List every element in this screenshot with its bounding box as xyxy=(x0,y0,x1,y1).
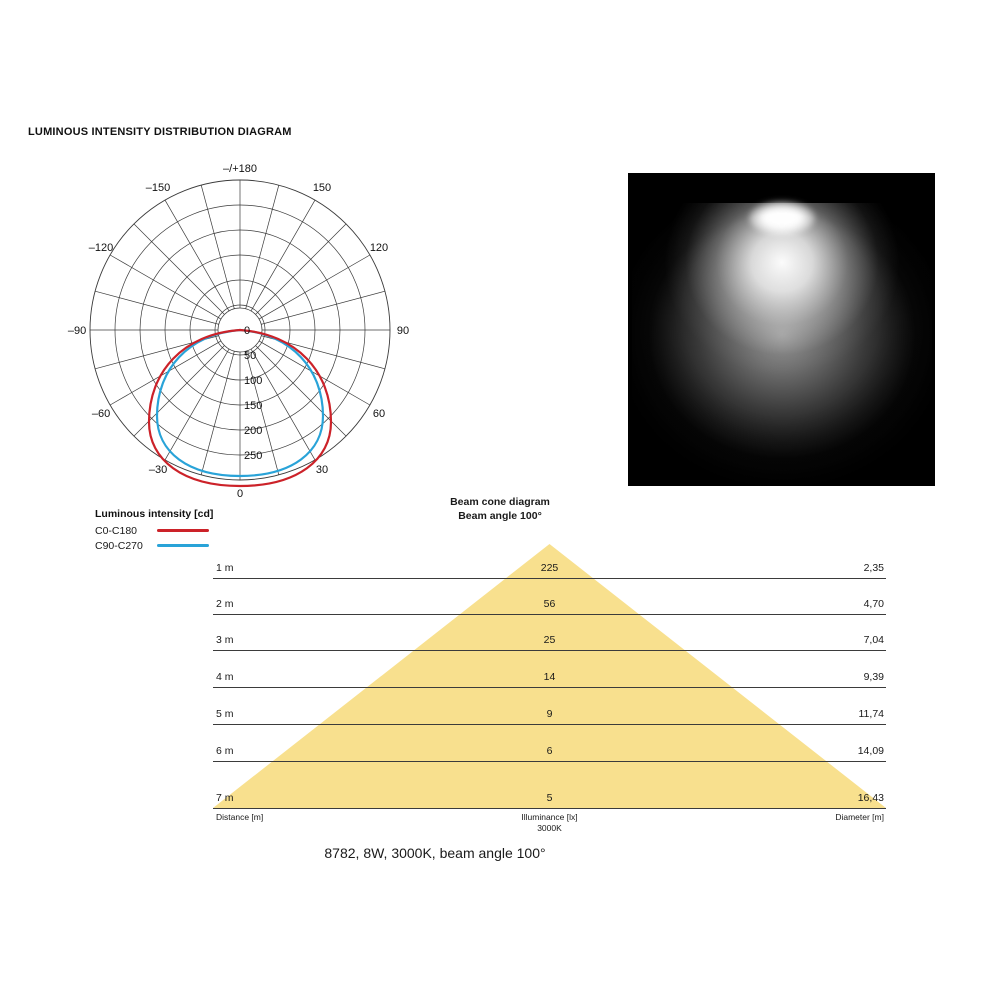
row-diameter: 16,43 xyxy=(857,792,884,804)
beam-vignette xyxy=(628,173,935,486)
radial-label-200: 200 xyxy=(244,425,263,437)
angle-label-minus90: –90 xyxy=(67,325,87,337)
row-illuminance: 225 xyxy=(540,562,559,574)
angle-label-90: 90 xyxy=(396,325,410,337)
figure-caption-text: 8782, 8W, 3000K, beam angle 100° xyxy=(324,845,546,861)
luminous-intensity-polar-chart xyxy=(60,155,440,500)
beam-photo xyxy=(628,173,935,486)
row-diameter: 2,35 xyxy=(863,562,884,574)
figure-caption xyxy=(0,845,1000,861)
row-distance: 2 m xyxy=(216,598,234,610)
angle-label-30: 30 xyxy=(315,464,329,476)
row-rule xyxy=(213,761,886,762)
legend-item-label: C0-C180 xyxy=(95,524,138,537)
angle-label-150: 150 xyxy=(312,182,332,194)
radial-label-0: 0 xyxy=(244,325,251,337)
beam-cone-column-headers xyxy=(213,812,886,838)
row-diameter: 14,09 xyxy=(857,745,884,757)
beam-cone-title-line1: Beam cone diagram xyxy=(450,496,550,508)
angle-label-minus60: –60 xyxy=(91,408,111,420)
legend-item-label: C90-C270 xyxy=(95,539,143,552)
beam-cone-title-line2: Beam angle 100° xyxy=(458,510,542,522)
radial-label-50: 50 xyxy=(244,350,257,362)
column-header-illuminance-line1: Illuminance [lx] xyxy=(521,812,578,822)
row-rule xyxy=(213,650,886,651)
radial-label-150: 150 xyxy=(244,400,263,412)
angle-label-180: –/+180 xyxy=(223,163,257,175)
row-distance: 7 m xyxy=(216,792,234,804)
angle-label-120: 120 xyxy=(369,242,389,254)
row-distance: 4 m xyxy=(216,671,234,683)
row-distance: 1 m xyxy=(216,562,234,574)
row-illuminance: 6 xyxy=(546,745,553,757)
row-rule xyxy=(213,687,886,688)
angle-label-minus120: –120 xyxy=(88,242,114,254)
page-title: LUMINOUS INTENSITY DISTRIBUTION DIAGRAM xyxy=(28,126,292,138)
row-diameter: 7,04 xyxy=(863,634,884,646)
row-illuminance: 14 xyxy=(543,671,556,683)
row-illuminance: 25 xyxy=(543,634,556,646)
legend-item-c0-c180 xyxy=(95,523,213,538)
row-illuminance: 56 xyxy=(543,598,556,610)
row-distance: 3 m xyxy=(216,634,234,646)
row-distance: 5 m xyxy=(216,708,234,720)
row-rule xyxy=(213,578,886,579)
row-diameter: 9,39 xyxy=(863,671,884,683)
angle-label-minus150: –150 xyxy=(145,182,171,194)
row-diameter: 11,74 xyxy=(858,708,884,720)
radial-label-100: 100 xyxy=(244,375,263,387)
row-rule xyxy=(213,614,886,615)
angle-label-minus30: –30 xyxy=(148,464,168,476)
legend-swatch-c90-c270 xyxy=(157,544,209,547)
column-header-distance: Distance [m] xyxy=(216,812,264,822)
row-diameter: 4,70 xyxy=(863,598,884,610)
column-header-illuminance xyxy=(213,812,886,834)
polar-chart-svg xyxy=(60,155,440,500)
column-header-illuminance-line2: 3000K xyxy=(537,823,562,833)
beam-cone-title xyxy=(0,495,1000,523)
row-illuminance: 9 xyxy=(546,708,553,720)
legend-title: Luminous intensity [cd] xyxy=(95,508,214,520)
legend-item-c90-c270 xyxy=(95,538,213,553)
radial-label-250: 250 xyxy=(244,450,263,462)
column-header-diameter: Diameter [m] xyxy=(835,812,884,822)
row-rule xyxy=(213,808,886,809)
row-rule xyxy=(213,724,886,725)
angle-label-0: 0 xyxy=(236,488,244,500)
row-illuminance: 5 xyxy=(546,792,553,804)
beam-cone-diagram xyxy=(213,540,886,812)
legend-swatch-c0-c180 xyxy=(157,529,209,532)
row-distance: 6 m xyxy=(216,745,234,757)
angle-label-60: 60 xyxy=(372,408,386,420)
